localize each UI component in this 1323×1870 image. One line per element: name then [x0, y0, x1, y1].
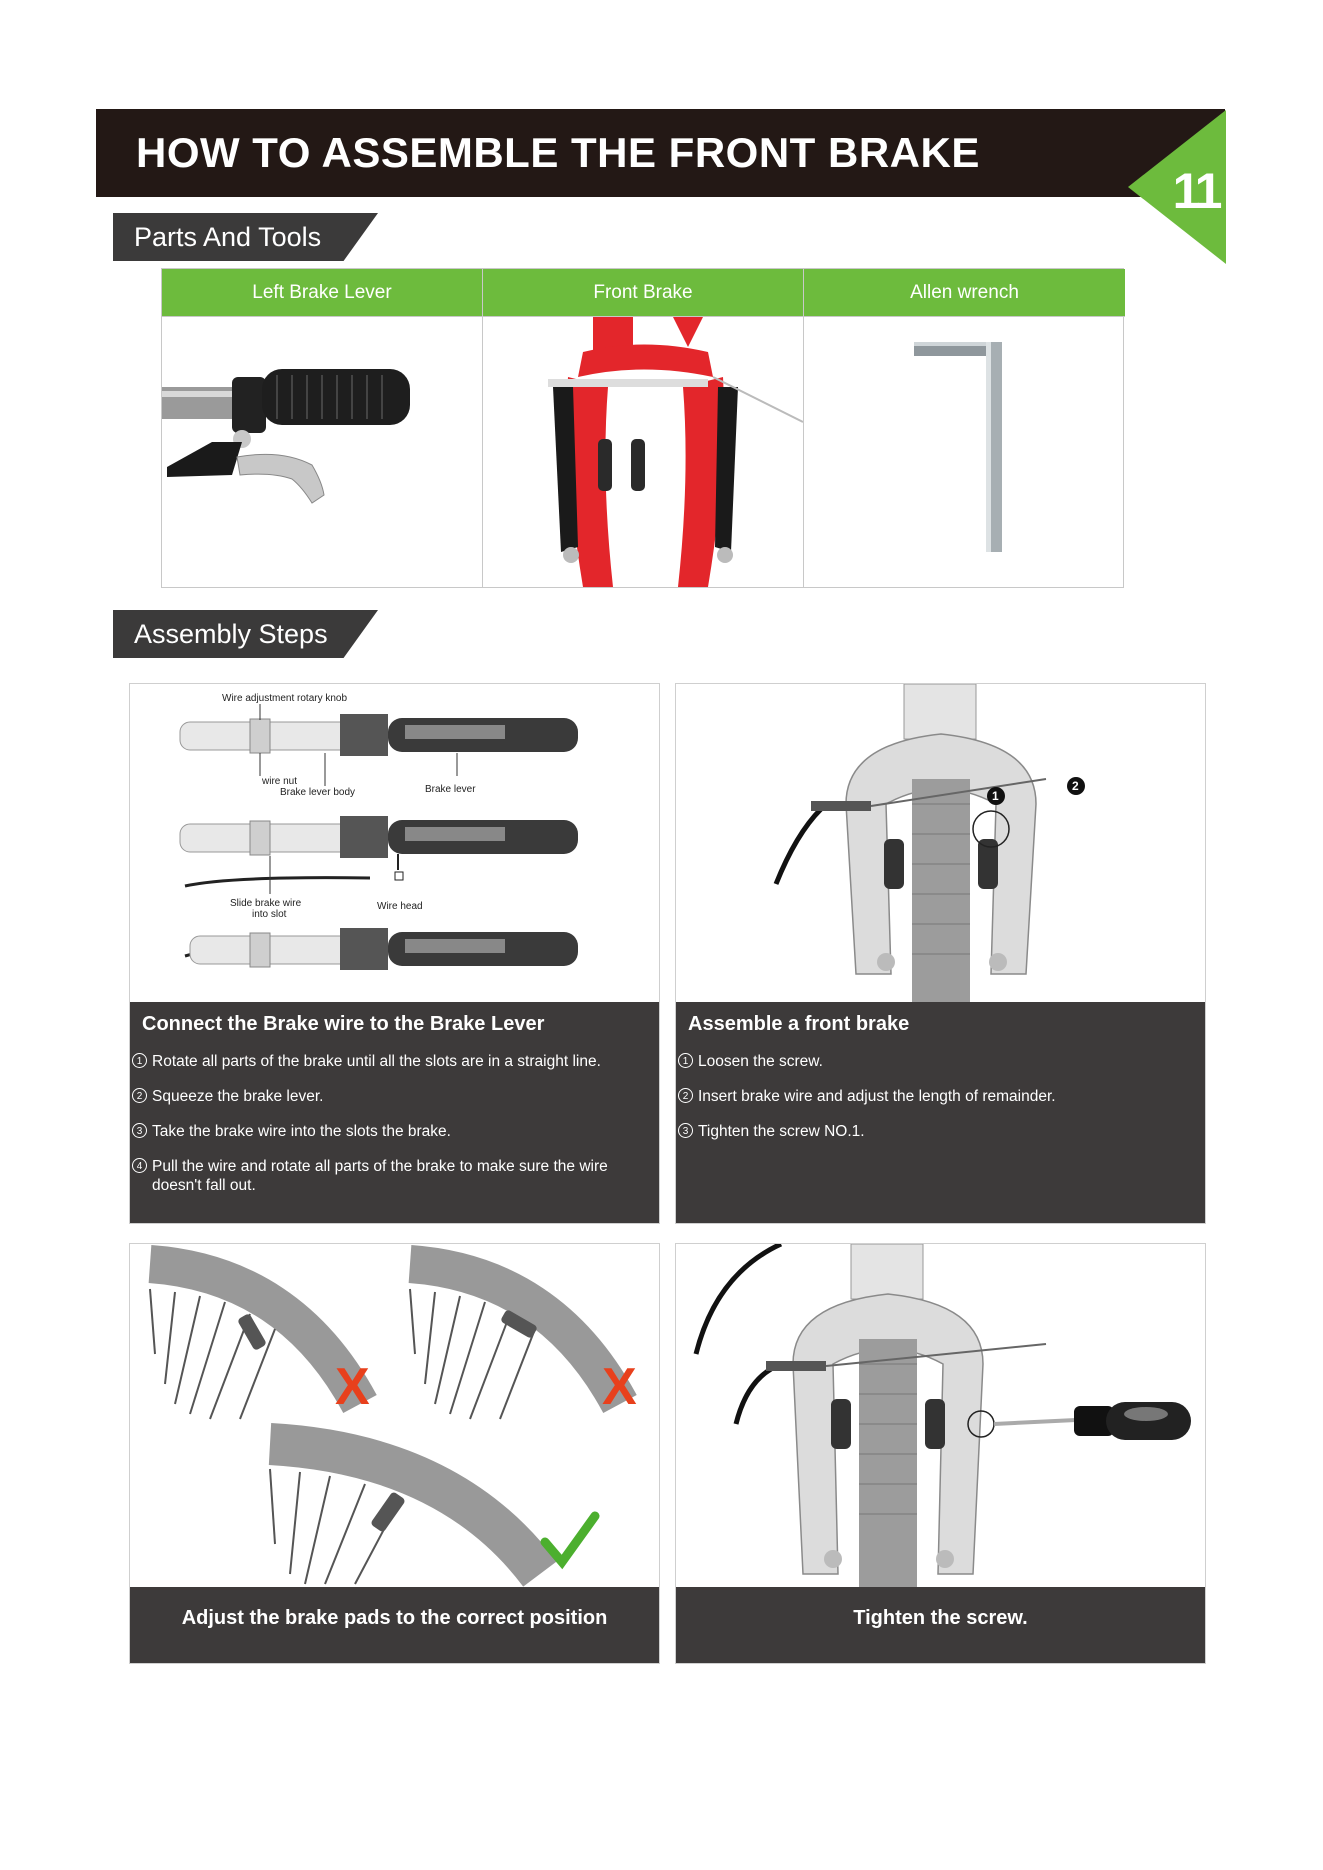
- front-brake-photo: [483, 317, 803, 587]
- wrong-mark-2: X: [602, 1358, 637, 1416]
- part-allen-wrench: [804, 269, 1125, 587]
- section-title: Assembly Steps: [134, 619, 328, 649]
- correct-check-icon: [545, 1516, 595, 1562]
- page-number: 11: [1172, 163, 1220, 219]
- lever-wire-diagram: [130, 684, 659, 1002]
- tighten-screw-diagram: [676, 1244, 1205, 1587]
- page-header: [96, 109, 1225, 197]
- section-tab-parts-tools: [113, 213, 378, 261]
- step-instructions: [130, 1002, 659, 1223]
- step-item: 4 Pull the wire and rotate all parts of the brake to make sure the wire doesn't fall out.: [132, 1157, 657, 1195]
- part-label: Allen wrench: [804, 269, 1125, 317]
- step-item: 3 Take the brake wire into the slots the brake.: [132, 1122, 657, 1141]
- step-panel-tighten-screw: [675, 1243, 1206, 1664]
- step-caption-bar: [676, 1587, 1205, 1663]
- brake-lever-photo: [162, 317, 482, 587]
- step-item: 1 Rotate all parts of the brake until all the slots are in a straight line.: [132, 1052, 657, 1071]
- parts-table: [161, 268, 1124, 588]
- label-brake-lever: Brake lever: [425, 784, 476, 795]
- step-item: 2 Squeeze the brake lever.: [132, 1087, 657, 1106]
- step-instructions: [676, 1002, 1205, 1223]
- step-list: [678, 1052, 1203, 1157]
- label-lever-body: Brake lever body: [280, 787, 356, 798]
- label-into-slot: into slot: [252, 909, 287, 920]
- wrong-mark-1: X: [335, 1358, 370, 1416]
- brake-assembly-diagram: [676, 684, 1205, 1002]
- step-caption-bar: [130, 1587, 659, 1663]
- label-slide-wire: Slide brake wire: [230, 898, 302, 909]
- step-item: 3 Tighten the screw NO.1.: [678, 1122, 1203, 1141]
- section-tab-assembly-steps: [113, 610, 378, 658]
- part-label: Front Brake: [483, 269, 803, 317]
- step-item: 1 Loosen the screw.: [678, 1052, 1203, 1071]
- marker-1: 1: [992, 789, 999, 803]
- step-panel-connect-wire: [129, 683, 660, 1224]
- step-list: [132, 1052, 657, 1211]
- label-wire-head: Wire head: [377, 901, 423, 912]
- step-panel-adjust-pads: [129, 1243, 660, 1664]
- step-title: Assemble a front brake: [688, 1013, 910, 1035]
- step-caption: Tighten the screw.: [853, 1607, 1028, 1629]
- brake-pad-position-diagram: [130, 1244, 659, 1587]
- marker-2: 2: [1072, 779, 1079, 793]
- part-label: Left Brake Lever: [162, 269, 482, 317]
- step-title: Connect the Brake wire to the Brake Lever: [142, 1013, 545, 1035]
- part-left-brake-lever: [162, 269, 483, 587]
- page-title: HOW TO ASSEMBLE THE FRONT BRAKE: [136, 129, 980, 176]
- section-title: Parts And Tools: [134, 222, 322, 252]
- step-panel-assemble-brake: [675, 683, 1206, 1224]
- part-front-brake: [483, 269, 804, 587]
- label-rotary-knob: Wire adjustment rotary knob: [222, 693, 348, 704]
- allen-wrench-photo: [804, 317, 1124, 587]
- label-wire-nut: wire nut: [262, 776, 298, 787]
- step-item: 2 Insert brake wire and adjust the length of remainder.: [678, 1087, 1203, 1106]
- step-caption: Adjust the brake pads to the correct position: [181, 1607, 608, 1629]
